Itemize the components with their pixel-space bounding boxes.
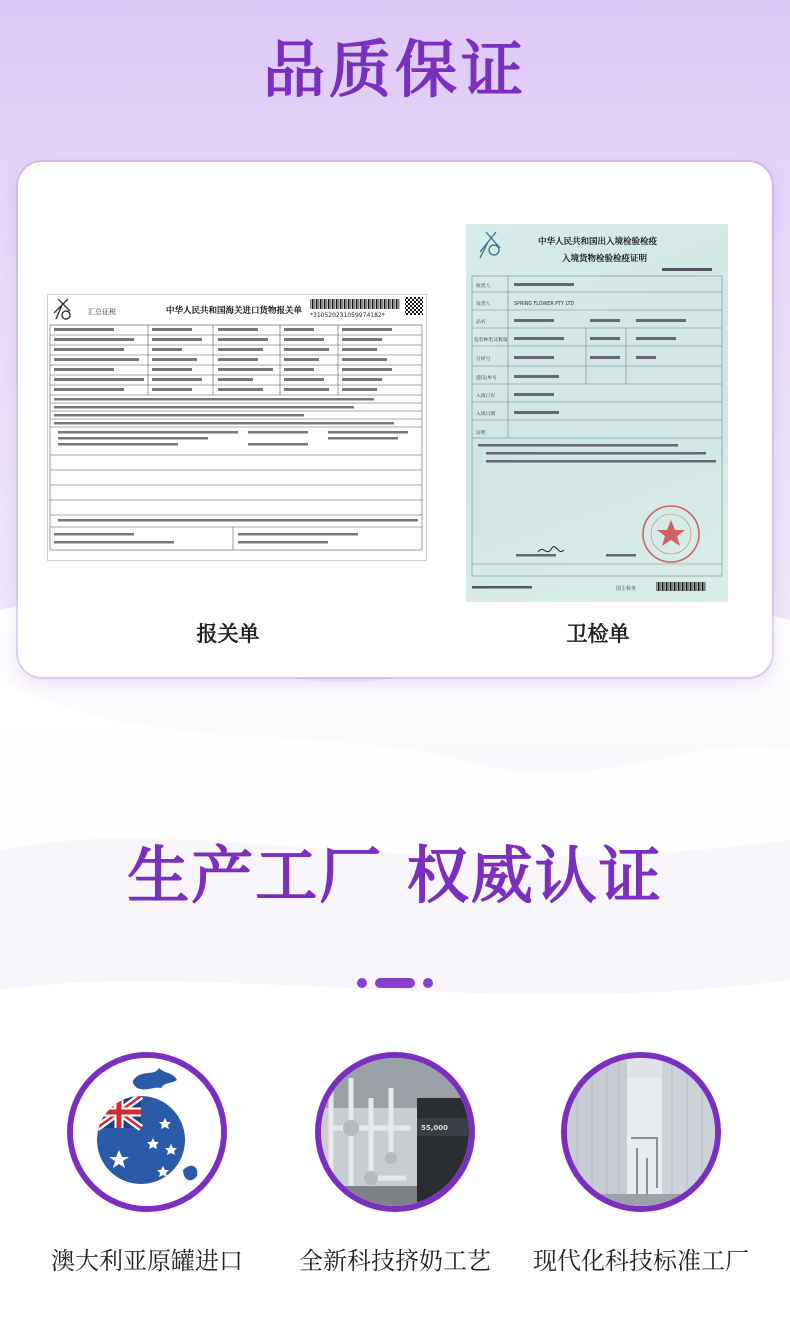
- row-label-0: 收货人: [476, 284, 491, 289]
- row-label-3: 包装种类及数量: [474, 338, 508, 343]
- row-label-2: 品名: [476, 320, 486, 325]
- customs-declaration-label: 报关单: [196, 622, 260, 646]
- pagination-dots: [357, 978, 433, 988]
- feature-label-milking: 全新科技挤奶工艺: [299, 1247, 491, 1275]
- row-label-8: 证明: [476, 431, 486, 436]
- factory-feature-circle: [561, 1052, 721, 1212]
- customs-doc-title: 中华人民共和国海关进口货物报关单: [166, 306, 303, 316]
- inspect-title-2: 入境货物检验检疫证明: [562, 254, 648, 264]
- row-label-7: 入境日期: [476, 412, 496, 417]
- australia-feature-circle: [67, 1052, 227, 1212]
- qr-code-icon: [405, 297, 423, 315]
- row-label-5: 提/运单号: [476, 376, 497, 381]
- dot-right: [423, 978, 433, 988]
- feature-label-australia: 澳大利亚原罐进口: [51, 1247, 243, 1275]
- quality-section-title: 品质保证: [262, 33, 527, 106]
- customs-declaration-document: [47, 294, 427, 561]
- svg-text:55,000: 55,000: [421, 1124, 449, 1132]
- official-seal-icon: [643, 506, 699, 562]
- customs-emblem-icon: [54, 299, 70, 319]
- milking-feature-circle: [315, 1052, 475, 1212]
- factory-section-title: 生产工厂 权威认证: [127, 839, 663, 912]
- ciq-emblem-icon: [480, 232, 500, 258]
- factory-tanks-photo: [567, 1058, 715, 1206]
- milking-equipment-photo: [321, 1058, 469, 1206]
- inspect-barcode-icon: [656, 582, 706, 591]
- feature-label-factory: 现代化科技标准工厂: [533, 1247, 749, 1275]
- inspect-footer-mark: 国主检务: [616, 586, 637, 592]
- inspect-title-1: 中华人民共和国出入境检验检疫: [538, 237, 658, 247]
- inspection-certificate-document: [466, 224, 728, 602]
- documents-card: [18, 162, 772, 677]
- row-label-6: 入境口岸: [476, 394, 496, 399]
- barcode-icon: [310, 299, 400, 309]
- customs-barcode-text: *310520231059974182*: [310, 312, 385, 319]
- dot-active: [375, 978, 415, 988]
- signature-icon: [538, 546, 564, 552]
- australia-flag-map-icon: [73, 1058, 221, 1206]
- customs-header-left: 汇总征税: [88, 308, 116, 316]
- dot-left: [357, 978, 367, 988]
- row-label-4: 合同号: [476, 357, 491, 362]
- consignor-value: SPRING FLOWER PTY LTD: [514, 302, 575, 307]
- inspection-certificate-label: 卫检单: [566, 622, 630, 646]
- row-label-1: 发货人: [476, 302, 491, 307]
